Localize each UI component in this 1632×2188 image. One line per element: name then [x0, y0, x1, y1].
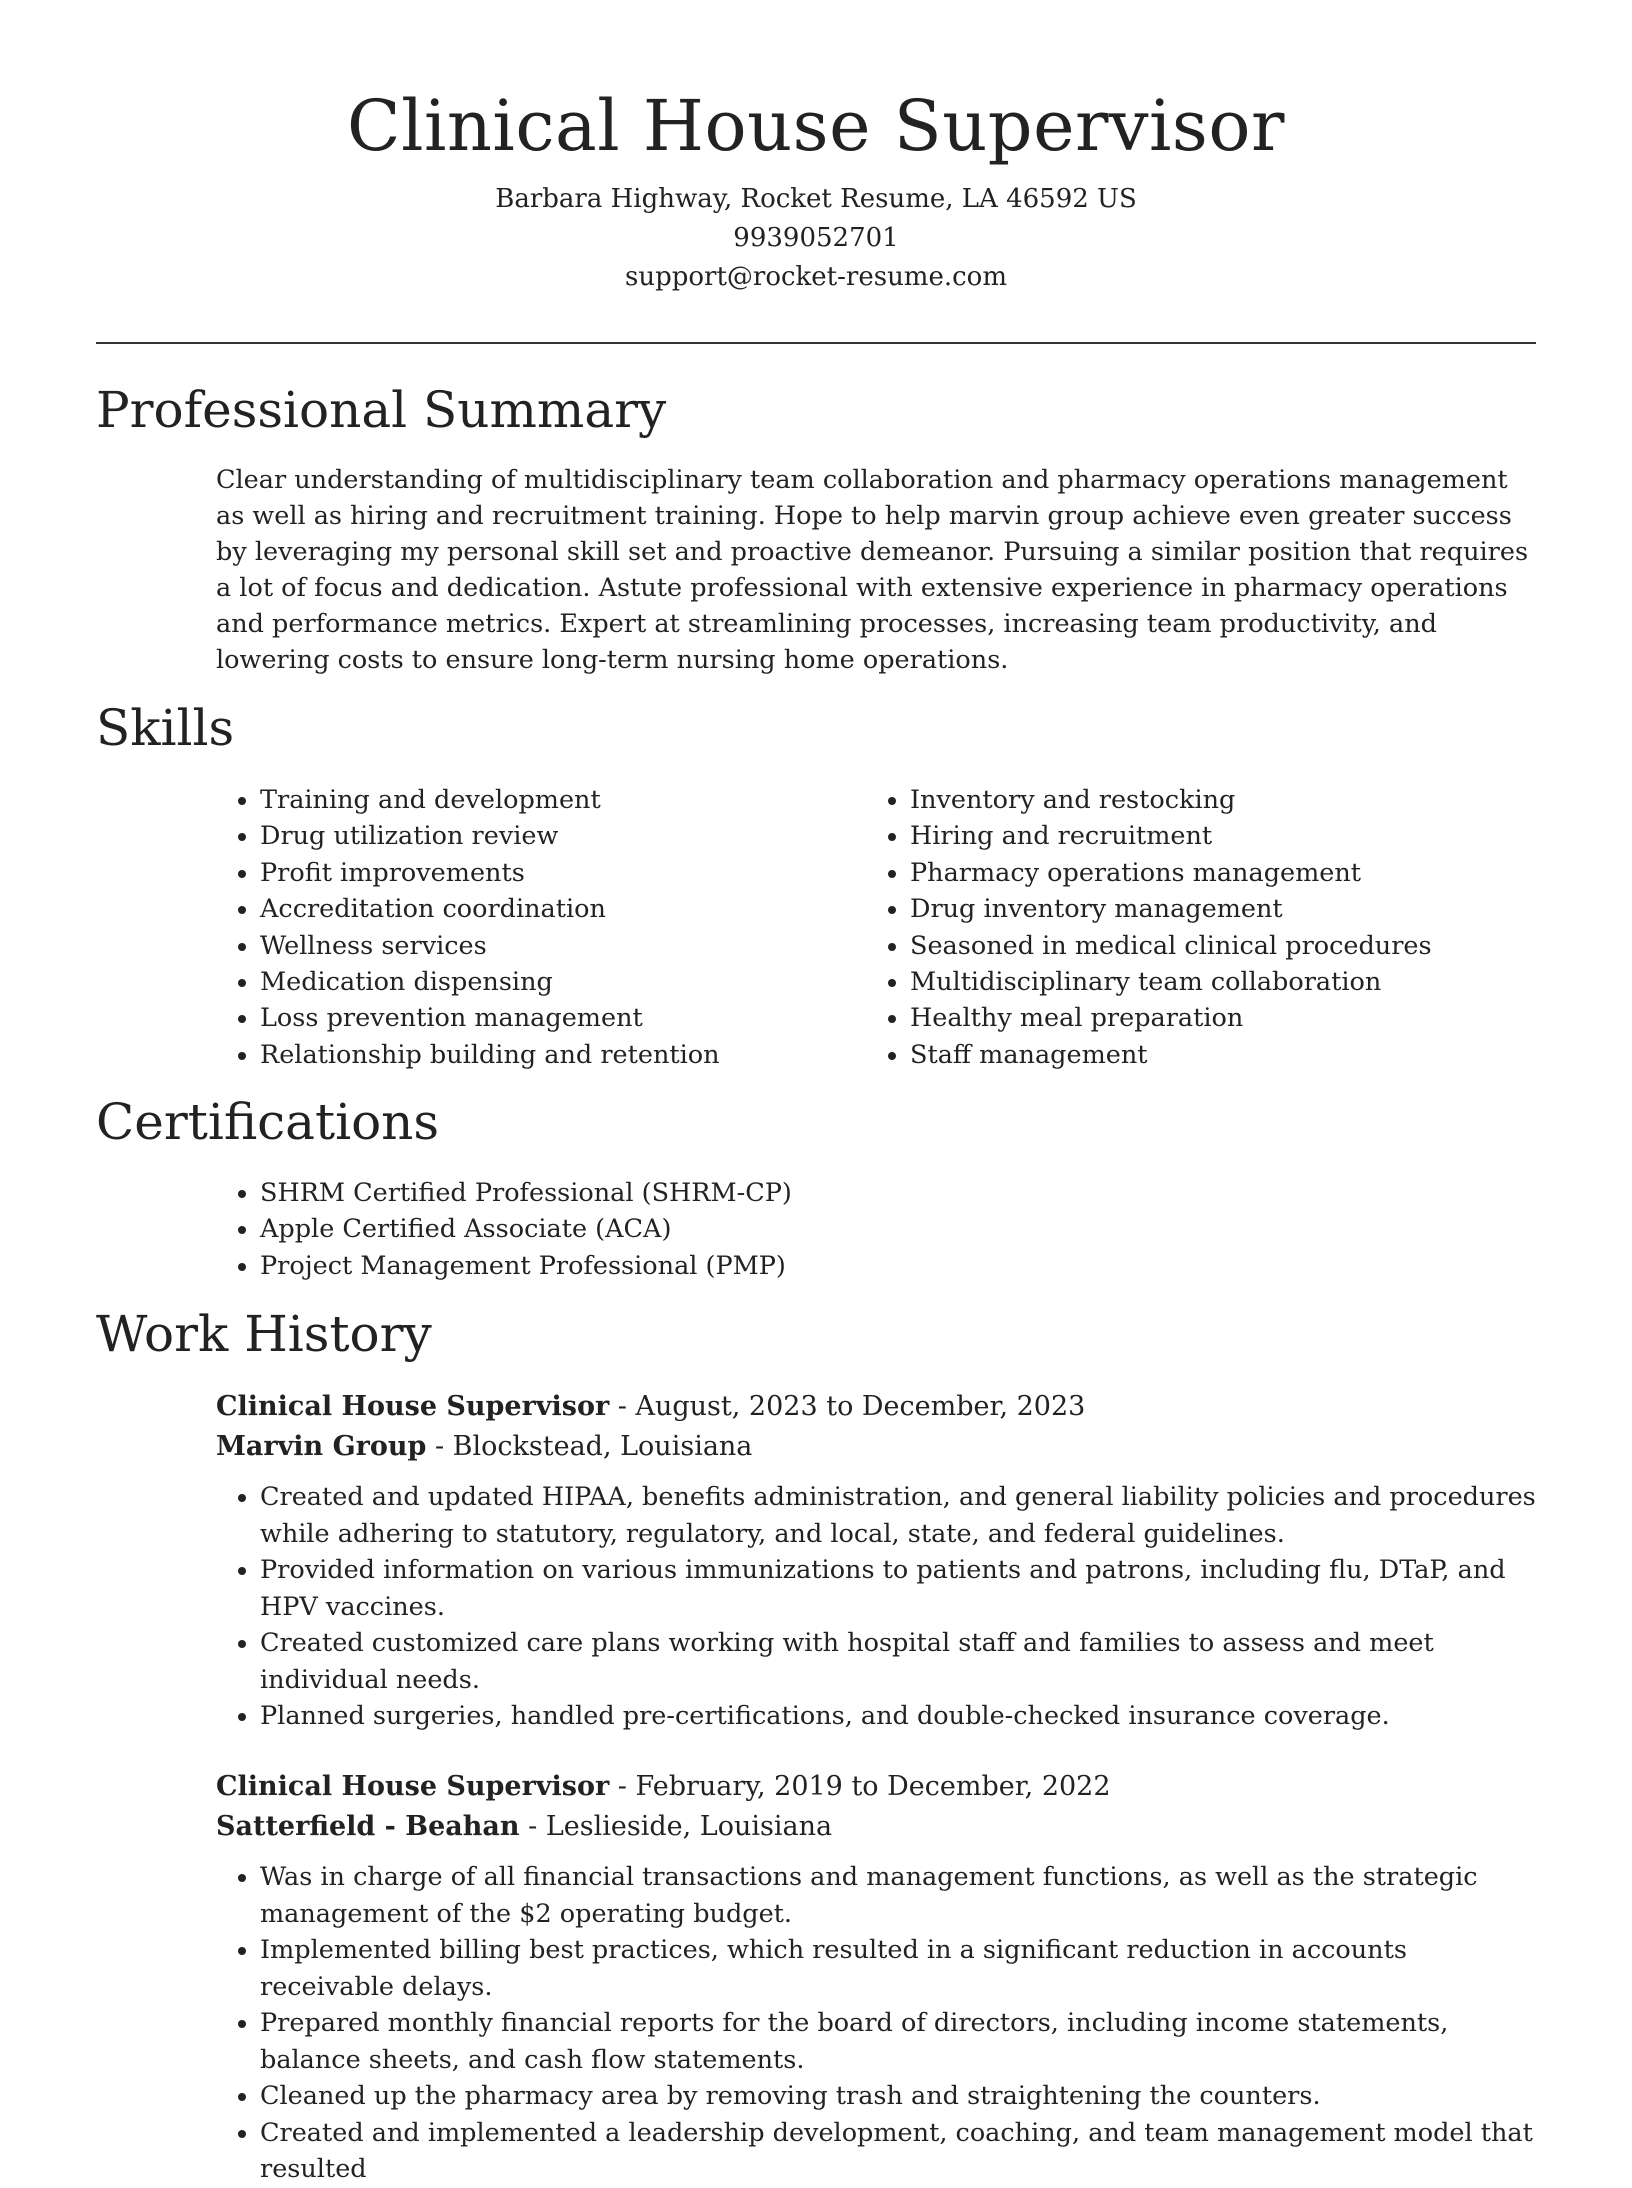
job-bullets [216, 1859, 1536, 2188]
job-entry [216, 1387, 1536, 1735]
certifications-list [216, 1175, 792, 1284]
job-company: Satterfield - Beahan [216, 1811, 520, 1842]
list-item: • Profit improvements [260, 855, 860, 891]
job-title-line [216, 1387, 1536, 1427]
skills-heading: Skills [96, 699, 235, 757]
list-item: • Healthy meal preparation [910, 1000, 1580, 1036]
list-item: • Created and implemented a leadership development, coaching, and team management model that resulted [260, 2115, 1536, 2188]
summary-text: Clear understanding of multidisciplinary team collaboration and pharmacy operations management as well as hiring and recruitment training. Hope to help marvin group achieve even greater success by leveraging my personal skill set and proactive demeanor. Pursuing a similar position that requires a lot of focus and dedication. Astute professional with extensive experience in pharmacy operations and performance metrics. Expert at streamlining processes, increasing team productivity, and lowering costs to ensure long-term nursing home operations. [216, 465, 1529, 675]
summary-heading: Professional Summary [96, 381, 667, 439]
list-item: • Multidisciplinary team collaboration [910, 964, 1580, 1000]
work-history-heading: Work History [96, 1305, 432, 1363]
list-item: • Hiring and recruitment [910, 818, 1580, 854]
header-divider [96, 342, 1536, 344]
list-item: • Cleaned up the pharmacy area by removing trash and straightening the counters. [260, 2078, 1536, 2115]
list-item: • Drug inventory management [910, 891, 1580, 927]
list-item: • Staff management [910, 1037, 1580, 1073]
list-item: • Planned surgeries, handled pre-certifications, and double-checked insurance coverage. [260, 1698, 1536, 1735]
list-item: • Was in charge of all financial transactions and management functions, as well as the strategic management of the $2 operating budget. [260, 1859, 1536, 1932]
job-bullets [216, 1479, 1536, 1735]
list-item: • SHRM Certified Professional (SHRM-CP) [260, 1175, 792, 1211]
job-dates: - August, 2023 to December, 2023 [609, 1391, 1086, 1422]
list-item: • Created customized care plans working with hospital staff and families to assess and meet individual needs. [260, 1625, 1536, 1698]
list-item: • Medication dispensing [260, 964, 860, 1000]
phone: 9939052701 [733, 223, 899, 253]
job-title: Clinical House Supervisor [216, 1391, 610, 1422]
page-title: Clinical House Supervisor [347, 85, 1285, 167]
resume-header [96, 80, 1536, 297]
list-item: • Provided information on various immunizations to patients and patrons, including flu, DTaP, and HPV vaccines. [260, 1552, 1536, 1625]
list-item: • Accreditation coordination [260, 891, 860, 927]
list-item: • Implemented billing best practices, which resulted in a significant reduction in accounts receivable delays. [260, 1932, 1536, 2005]
list-item: • Loss prevention management [260, 1000, 860, 1036]
list-item: • Seasoned in medical clinical procedures [910, 928, 1580, 964]
list-item: • Inventory and restocking [910, 782, 1580, 818]
job-company-line [216, 1427, 1536, 1467]
job-company-line [216, 1807, 1536, 1847]
list-item: • Created and updated HIPAA, benefits administration, and general liability policies and procedures while adhering to statutory, regulatory, and local, state, and federal guidelines. [260, 1479, 1536, 1552]
list-item: • Prepared monthly financial reports for the board of directors, including income statements, balance sheets, and cash flow statements. [260, 2005, 1536, 2078]
contact-info [96, 180, 1536, 297]
job-title: Clinical House Supervisor [216, 1771, 610, 1802]
skills-list-left [216, 782, 860, 1073]
list-item: • Pharmacy operations management [910, 855, 1580, 891]
job-location: - Leslieside, Louisiana [519, 1811, 833, 1842]
job-title-line [216, 1767, 1536, 1807]
certifications-heading: Certifications [96, 1093, 440, 1151]
job-company: Marvin Group [216, 1431, 427, 1462]
job-entry [216, 1767, 1536, 2188]
list-item: • Apple Certified Associate (ACA) [260, 1211, 792, 1247]
list-item: • Project Management Professional (PMP) [260, 1248, 792, 1284]
skills-list-right [866, 782, 1580, 1073]
job-dates: - February, 2019 to December, 2022 [609, 1771, 1111, 1802]
list-item: • Drug utilization review [260, 818, 860, 854]
job-location: - Blockstead, Louisiana [426, 1431, 753, 1462]
list-item: • Training and development [260, 782, 860, 818]
address: Barbara Highway, Rocket Resume, LA 46592 US [495, 184, 1137, 214]
list-item: • Relationship building and retention [260, 1037, 860, 1073]
list-item: • Wellness services [260, 928, 860, 964]
email: support@rocket-resume.com [624, 262, 1007, 292]
